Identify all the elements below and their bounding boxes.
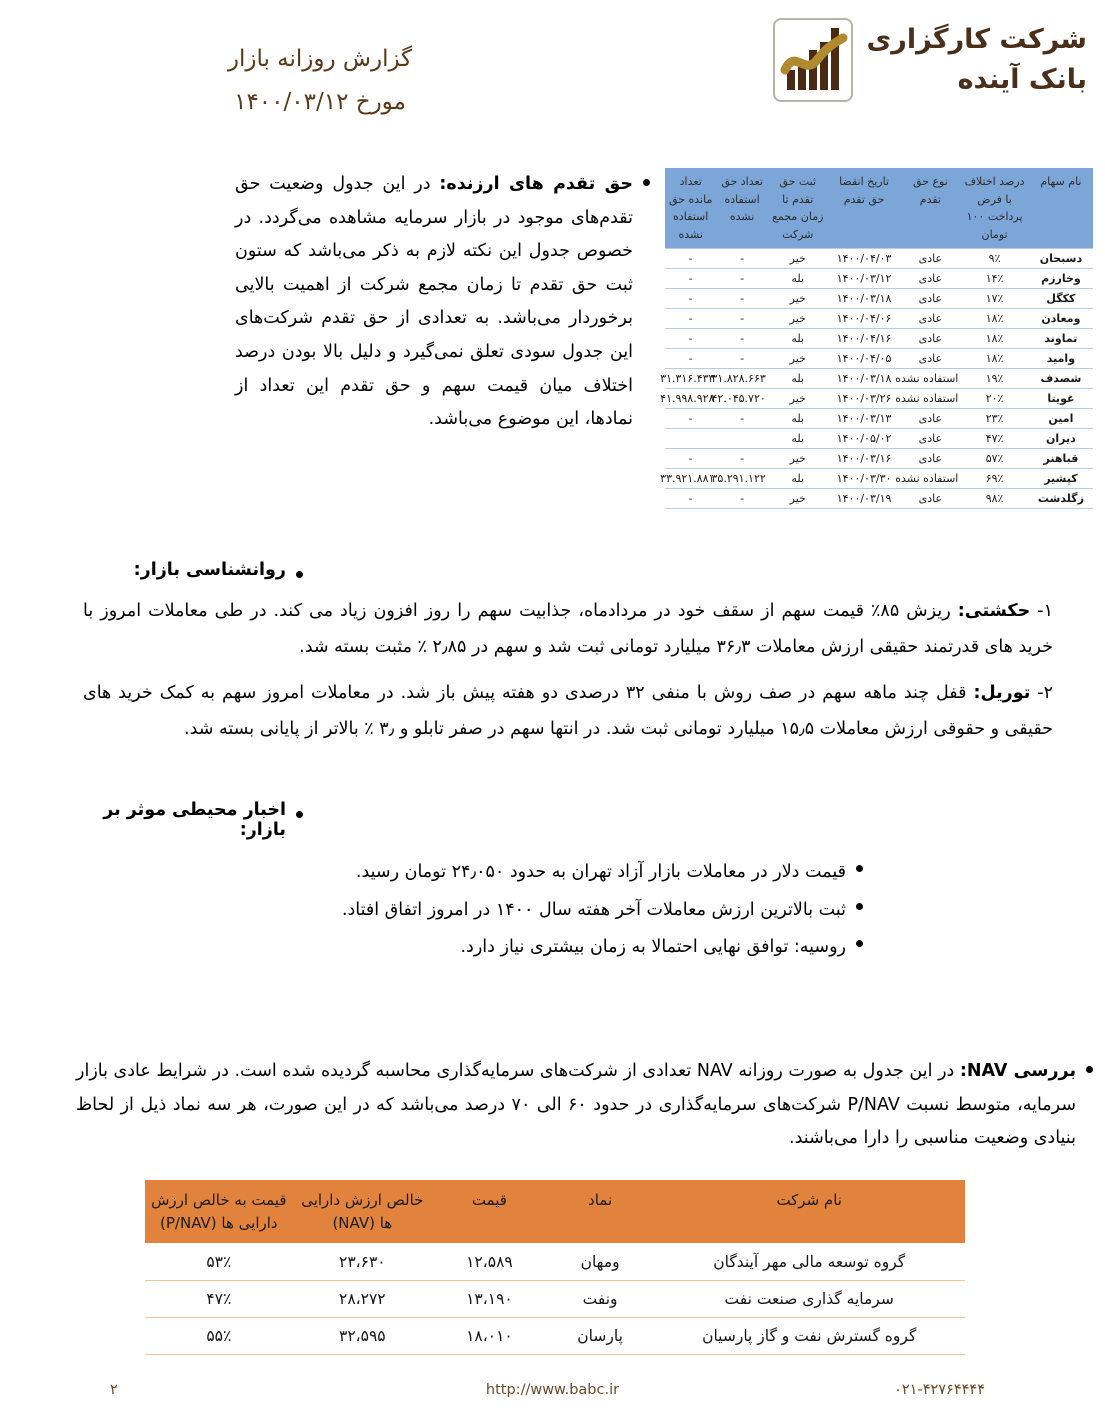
table-cell: عادی <box>900 429 960 449</box>
rights-offer-title: حق تقدم های ارزنده: <box>439 174 633 194</box>
table-cell: خیر <box>768 309 828 329</box>
list-item <box>53 892 1093 930</box>
psychology-item-1-symbol: حکشتی: <box>957 601 1031 621</box>
table-cell: ۳۳.۹۲۱.۸۸۱ <box>665 469 716 489</box>
bullet-dot-icon <box>1086 1066 1093 1073</box>
brand-line-1: شرکت کارگزاری <box>866 23 1087 55</box>
table-cell: خیر <box>768 349 828 369</box>
table-cell: - <box>716 329 767 349</box>
col-symbol: نماد <box>547 1180 654 1244</box>
table-cell: ۱۷٪ <box>960 289 1028 309</box>
table-cell: زگلدشت <box>1029 489 1093 509</box>
table-cell: عادی <box>900 449 960 469</box>
table-row <box>665 269 1093 289</box>
table-cell: خیر <box>768 389 828 409</box>
table-cell: - <box>716 349 767 369</box>
table-row <box>665 329 1093 349</box>
table-cell: - <box>665 449 716 469</box>
table-cell: ککگل <box>1029 289 1093 309</box>
table-cell: ۱۳،۱۹۰ <box>432 1281 547 1318</box>
table-cell: ۴۷٪ <box>145 1281 293 1318</box>
table-cell: - <box>665 289 716 309</box>
col-expiry-date: تاریخ انقضا حق تقدم <box>828 168 901 249</box>
col-registered: ثبت حق تقدم تا زمان مجمع شرکت <box>768 168 828 249</box>
footer-website[interactable]: http://www.babc.ir <box>485 1382 620 1398</box>
news-item-text: ثبت بالاترین ارزش معاملات آخر هفته سال ۱۴۰۰ در امروز اتفاق افتاد. <box>341 899 846 920</box>
table-cell: پارسان <box>547 1318 654 1355</box>
table-row <box>145 1318 965 1355</box>
table-cell: - <box>665 349 716 369</box>
table-cell: تماوند <box>1029 329 1093 349</box>
list-item <box>53 929 1093 967</box>
col-diff-pct: درصد اختلاف با فرض پرداخت ۱۰۰ تومان <box>960 168 1028 249</box>
table-cell: - <box>665 269 716 289</box>
list-item <box>53 854 1093 892</box>
table-cell: ۵۳٪ <box>145 1244 293 1281</box>
table-row <box>665 429 1093 449</box>
table-cell: عادی <box>900 309 960 329</box>
psychology-item-1-text: ریزش ۸۵٪ قیمت سهم از سقف خود در مردادماه، جذابیت سهم را روز افزون زیاد می کند. در طی معاملات امروز با خرید های قدرتمند حقیقی ارزش معاملات ۳۶٫۳ میلیارد تومانی ثبت شد و سهم در ۲٫۸۵ ٪ مثبت بسته شد. <box>83 601 1053 657</box>
table-cell: ۴۷٪ <box>960 429 1028 449</box>
table-cell: ۱۴۰۰/۰۳/۱۲ <box>828 269 901 289</box>
table-cell: خیر <box>768 449 828 469</box>
col-unused-count: تعداد حق استفاده نشده <box>716 168 767 249</box>
table-cell: دیران <box>1029 429 1093 449</box>
table-row <box>665 469 1093 489</box>
footer-page-number: ۲ <box>110 1382 118 1398</box>
market-news-heading: اخبار محیطی موثر بر بازار: <box>103 800 286 840</box>
table-cell: - <box>665 249 716 269</box>
table-cell: عادی <box>900 489 960 509</box>
table-row <box>665 309 1093 329</box>
table-cell: ۳۵.۲۹۱.۱۲۲ <box>716 469 767 489</box>
table-cell: گروه گسترش نفت و گاز پارسیان <box>653 1318 965 1355</box>
table-cell: ۲۳٪ <box>960 409 1028 429</box>
table-cell: ۶۹٪ <box>960 469 1028 489</box>
rights-table-container <box>660 168 1093 509</box>
rights-table-body <box>660 249 1093 509</box>
table-cell: خیر <box>768 249 828 269</box>
table-cell: ۱۹٪ <box>960 369 1028 389</box>
table-cell: ۱۴۰۰/۰۴/۰۵ <box>828 349 901 369</box>
table-cell: عادی <box>900 409 960 429</box>
table-cell <box>716 429 767 449</box>
table-cell: ۱۴۰۰/۰۳/۱۸ <box>828 289 901 309</box>
table-cell: خیر <box>768 489 828 509</box>
table-cell: ۲۳،۶۳۰ <box>293 1244 432 1281</box>
table-cell: بله <box>768 329 828 349</box>
table-cell: - <box>665 329 716 349</box>
table-cell <box>665 429 716 449</box>
table-row <box>665 249 1093 269</box>
table-row <box>145 1281 965 1318</box>
rights-offer-paragraph <box>235 168 650 437</box>
table-cell: ۵۷٪ <box>960 449 1028 469</box>
col-price: قیمت <box>432 1180 547 1244</box>
table-cell: ومهان <box>547 1244 654 1281</box>
table-cell: ۱۴۰۰/۰۴/۰۳ <box>828 249 901 269</box>
psychology-item-2-text: قفل چند ماهه سهم در صف روش با منفی ۳۲ درصدی دو هفته پیش باز شد. در معاملات امروز سهم به کمک خرید های حقیقی و حقوقی ارزش معاملات ۱۵٫۵ میلیارد تومانی ثبت شد. در انتها سهم در صفر تابلو و ۳٫ ٪ بالاتر از پایانی بسته شد. <box>83 682 1053 739</box>
table-cell: سرمایه گذاری صنعت نفت <box>653 1281 965 1318</box>
col-remaining: تعداد مانده حق استفاده نشده <box>665 168 716 249</box>
bullet-dot-icon <box>643 179 650 186</box>
bullet-dot-icon <box>856 865 863 872</box>
psychology-item-2-index: ۲- <box>1037 682 1053 703</box>
table-cell: ۳۱.۸۲۸.۶۶۳ <box>716 369 767 389</box>
table-row <box>665 409 1093 429</box>
table-row <box>665 349 1093 369</box>
market-psychology-heading-row <box>134 560 303 580</box>
table-cell: - <box>665 409 716 429</box>
table-cell: ونفت <box>547 1281 654 1318</box>
table-row <box>145 1244 965 1281</box>
table-cell: بله <box>768 369 828 389</box>
table-cell: دسبحان <box>1029 249 1093 269</box>
table-cell: بله <box>768 269 828 289</box>
market-psychology-section <box>53 560 1093 748</box>
psychology-item-1-index: ۱- <box>1037 601 1053 621</box>
table-cell: - <box>716 449 767 469</box>
report-title: گزارش روزانه بازار <box>227 46 413 72</box>
nav-table <box>145 1180 965 1355</box>
table-cell: ۱۴٪ <box>960 269 1028 289</box>
market-psychology-heading: روانشناسی بازار: <box>133 560 286 580</box>
table-cell: ۳۲،۵۹۵ <box>293 1318 432 1355</box>
table-cell: عادی <box>900 329 960 349</box>
table-cell: غویتا <box>1029 389 1093 409</box>
table-cell: ۱۴۰۰/۰۳/۱۳ <box>828 409 901 429</box>
table-cell: عادی <box>900 349 960 369</box>
table-cell: ۱۸٪ <box>960 329 1028 349</box>
nav-table-body <box>145 1244 965 1355</box>
table-cell: - <box>716 409 767 429</box>
col-company-name: نام شرکت <box>653 1180 965 1244</box>
table-cell: عادی <box>900 269 960 289</box>
table-cell: ۱۴۰۰/۰۵/۰۲ <box>828 429 901 449</box>
table-cell: بله <box>768 429 828 449</box>
table-cell: امین <box>1029 409 1093 429</box>
market-news-section <box>53 800 1093 967</box>
nav-section-body: در این جدول به صورت روزانه NAV تعدادی از شرکت‌های سرمایه‌گذاری محاسبه گردیده شده است. در شرایط عادی بازار سرمایه، متوسط نسبت P/NAV شرکت‌های سرمایه‌گذاری در حدود ۶۰ الی ۷۰ درصد می‌باشد که در این صورت، هر سه نماد ذیل از لحاظ بنیادی وضعیت مناسبی را دارا می‌باشند. <box>76 1061 1077 1149</box>
table-cell: ۱۴۰۰/۰۴/۰۶ <box>828 309 901 329</box>
bullet-dot-icon <box>296 571 303 578</box>
table-cell: عادی <box>900 249 960 269</box>
nav-table-container <box>145 1180 965 1355</box>
table-row <box>665 489 1093 509</box>
footer-phone: ۰۲۱-۴۲۷۶۴۴۴۴ <box>894 1382 985 1398</box>
table-cell: ۴۲.۰۴۵.۷۲۰ <box>716 389 767 409</box>
table-cell: ۱۴۰۰/۰۳/۲۶ <box>828 389 901 409</box>
rights-table <box>660 168 1093 509</box>
table-cell: ۴۱.۹۹۸.۹۲۸ <box>665 389 716 409</box>
col-p-nav: قیمت به خالص ارزش دارایی ها (P/NAV) <box>145 1180 293 1244</box>
psychology-item-2-symbol: توریل: <box>973 682 1031 703</box>
col-stock-name: نام سهام <box>1029 168 1093 249</box>
table-header-row <box>665 168 1093 249</box>
table-cell: بله <box>768 409 828 429</box>
table-cell: وخارزم <box>1029 269 1093 289</box>
table-cell: ۱۸،۰۱۰ <box>432 1318 547 1355</box>
bullet-dot-icon <box>296 811 303 818</box>
table-cell: ۵۵٪ <box>145 1318 293 1355</box>
table-cell: ۱۴۰۰/۰۴/۱۶ <box>828 329 901 349</box>
table-cell: استفاده نشده <box>900 389 960 409</box>
psychology-item-2 <box>53 676 1093 748</box>
nav-section <box>53 1055 1093 1156</box>
market-news-list <box>53 854 1093 967</box>
table-row <box>665 389 1093 409</box>
table-cell: عادی <box>900 289 960 309</box>
table-cell: - <box>665 309 716 329</box>
rights-offer-body: در این جدول وضعیت حق تقدم‌های موجود در بازار سرمایه مشاهده می‌گردد. در خصوص جدول این نکته لازم به ذکر می‌باشد که ستون ثبت حق تقدم تا زمان مجمع شرکت از اهمیت بالایی برخوردار می‌باشد. به تعدادی از حق تقدم شرکت‌های این جدول سودی تعلق نمی‌گیرد و دلیل بالا بودن درصد اختلاف میان قیمت سهم و حق تقدم این تعداد از نمادها، این موضوع می‌باشد. <box>235 174 633 430</box>
table-cell: - <box>665 489 716 509</box>
table-cell: شصدف <box>1029 369 1093 389</box>
bullet-dot-icon <box>856 903 863 910</box>
table-cell: ۳۱.۳۱۶.۴۳۳ <box>665 369 716 389</box>
page-footer <box>0 1382 1105 1408</box>
news-item-text: روسیه: توافق نهایی احتمالا به زمان بیشتری نیاز دارد. <box>460 937 846 958</box>
brand-line-2: بانک آینده <box>957 64 1087 95</box>
table-cell: ۲۸،۲۷۲ <box>293 1281 432 1318</box>
table-row <box>665 289 1093 309</box>
table-cell: ۹۸٪ <box>960 489 1028 509</box>
table-cell: ۱۴۰۰/۰۳/۳۰ <box>828 469 901 489</box>
table-cell: ۱۴۰۰/۰۳/۱۹ <box>828 489 901 509</box>
table-cell: - <box>716 309 767 329</box>
table-row <box>665 449 1093 469</box>
market-news-heading-row <box>53 800 303 840</box>
table-cell: ۹٪ <box>960 249 1028 269</box>
col-nav: خالص ارزش دارایی ها (NAV) <box>293 1180 432 1244</box>
table-cell: کپشیر <box>1029 469 1093 489</box>
nav-section-title: بررسی NAV: <box>959 1061 1077 1081</box>
table-cell: استفاده نشده <box>900 369 960 389</box>
table-row <box>665 369 1093 389</box>
table-cell: ومعادن <box>1029 309 1093 329</box>
table-cell: ۱۴۰۰/۰۳/۱۸ <box>828 369 901 389</box>
bullet-dot-icon <box>856 940 863 947</box>
table-cell: ۱۸٪ <box>960 309 1028 329</box>
table-cell: وامید <box>1029 349 1093 369</box>
table-cell: خیر <box>768 289 828 309</box>
col-right-type: نوع حق تقدم <box>900 168 960 249</box>
table-cell: گروه توسعه مالی مهر آیندگان <box>653 1244 965 1281</box>
news-item-text: قیمت دلار در معاملات بازار آزاد تهران به حدود ۲۴٫۰۵۰ تومان رسید. <box>355 862 846 882</box>
table-cell: - <box>716 289 767 309</box>
table-cell: بله <box>768 469 828 489</box>
table-cell: ۱۴۰۰/۰۳/۱۶ <box>828 449 901 469</box>
table-cell: - <box>716 249 767 269</box>
table-cell: ۱۸٪ <box>960 349 1028 369</box>
table-cell: ۱۲،۵۸۹ <box>432 1244 547 1281</box>
table-cell: قباهنر <box>1029 449 1093 469</box>
psychology-item-1 <box>53 594 1093 666</box>
report-date: مورخ ۱۴۰۰/۰۳/۱۲ <box>234 88 406 115</box>
table-cell: - <box>716 489 767 509</box>
nav-table-header-row <box>145 1180 965 1244</box>
table-cell: استفاده نشده <box>900 469 960 489</box>
table-cell: - <box>716 269 767 289</box>
table-cell: ۲۰٪ <box>960 389 1028 409</box>
